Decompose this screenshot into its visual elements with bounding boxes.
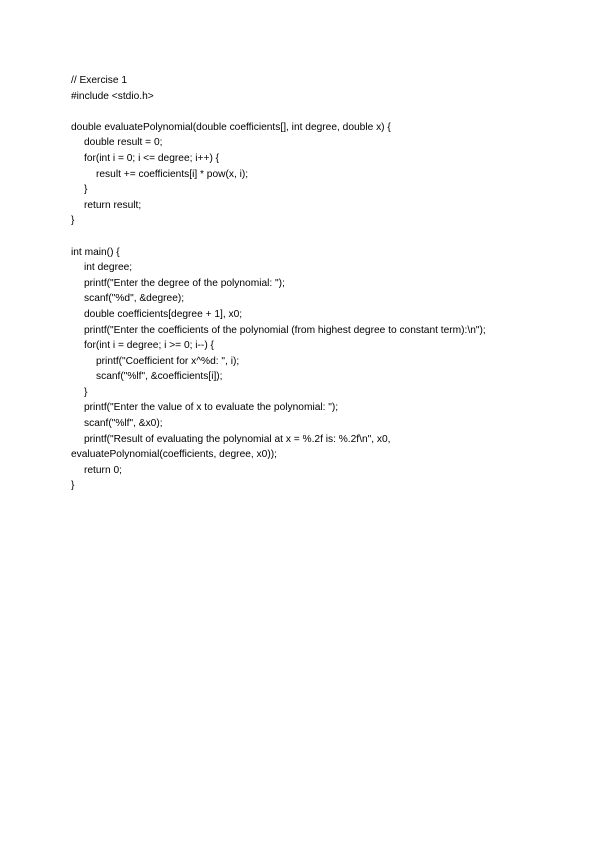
code-line-blank	[71, 104, 571, 120]
code-line: }	[71, 480, 75, 492]
code-line: }	[71, 215, 75, 227]
code-line: printf("Result of evaluating the polynomial at x = %.2f is: %.2f\n", x0,	[84, 433, 391, 445]
code-line: scanf("%d", &degree);	[84, 293, 185, 305]
code-line: printf("Coefficient for x^%d: ", i);	[96, 355, 240, 367]
code-listing	[71, 73, 571, 494]
code-line-function-signature: double evaluatePolynomial(double coefficients[], int degree, double x) {	[71, 121, 391, 133]
code-line: }	[84, 184, 88, 196]
code-line: printf("Enter the degree of the polynomial: ");	[84, 277, 285, 289]
code-line-wrapped: evaluatePolynomial(coefficients, degree, x0));	[71, 449, 277, 461]
code-line: return 0;	[84, 464, 122, 476]
code-line: scanf("%lf", &x0);	[84, 418, 163, 430]
code-line: for(int i = degree; i >= 0; i--) {	[84, 340, 214, 352]
code-line: for(int i = 0; i <= degree; i++) {	[84, 152, 220, 164]
code-line-comment: // Exercise 1	[71, 75, 128, 86]
code-line: printf("Enter the coefficients of the polynomial (from highest degree to constant term):\n");	[84, 324, 486, 336]
code-line-include: #include <stdio.h>	[71, 90, 154, 102]
code-line: }	[84, 386, 88, 398]
code-line: double result = 0;	[84, 137, 163, 149]
code-line: scanf("%lf", &coefficients[i]);	[96, 371, 223, 383]
code-line: return result;	[84, 199, 142, 211]
code-line: printf("Enter the value of x to evaluate the polynomial: ");	[84, 402, 339, 414]
code-line: double coefficients[degree + 1], x0;	[84, 308, 243, 320]
code-line: result += coefficients[i] * pow(x, i);	[96, 168, 249, 180]
code-line-blank	[71, 229, 571, 245]
code-line: int degree;	[84, 262, 133, 274]
code-line-main-signature: int main() {	[71, 246, 120, 258]
